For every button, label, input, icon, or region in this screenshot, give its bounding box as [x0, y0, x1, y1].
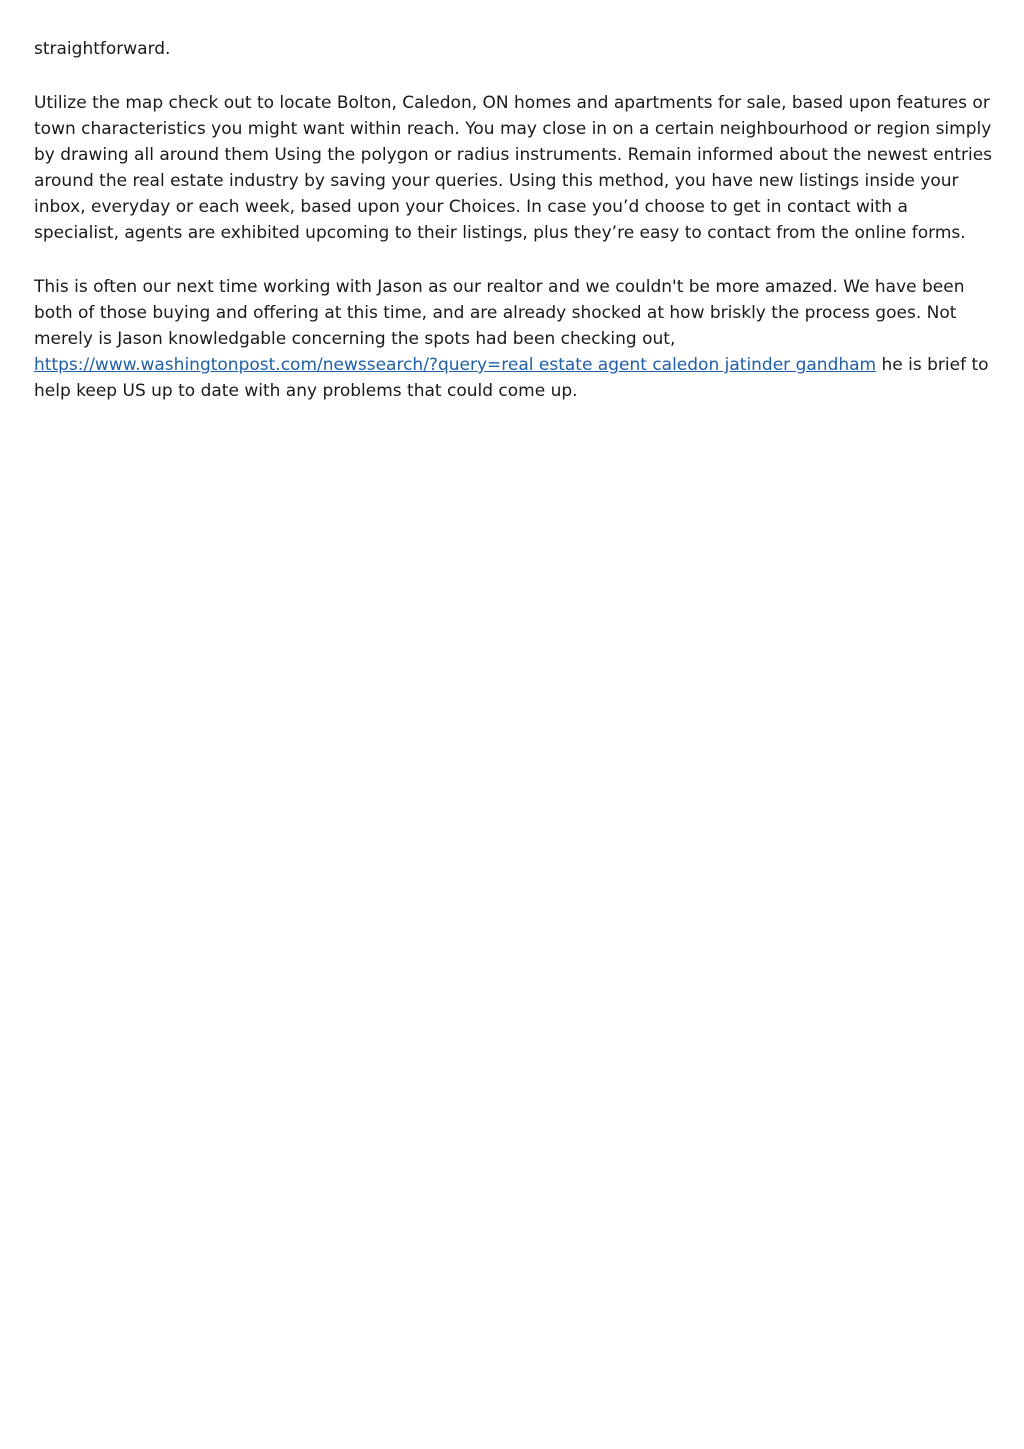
testimonial-text: This is often our next time working with Jason as our realtor and we couldn't be more amazed. We have been both of those buying and offering at this time, and are already shocked at how briskly the process goes. Not merely is Jason knowledgable concerning the spots had been checking out,: [34, 277, 965, 349]
paragraph-testimonial: [34, 274, 994, 404]
paragraph-map-search: Utilize the map check out to locate Bolton, Caledon, ON homes and apartments for sale, based upon features or town characteristics you might want within reach. You may close in on a certain neighbourhood or region simply by drawing all around them Using the polygon or radius instruments. Remain informed about the newest entries around the real estate industry by saving your queries. Using this method, you have new listings inside your inbox, everyday or each week, based upon your Choices. In case you’d choose to get in contact with a specialist, agents are exhibited upcoming to their listings, plus they’re easy to contact from the online forms.: [34, 93, 993, 243]
testimonial-text-end: he is brief to help keep US up to date with any problems that could come up.: [34, 355, 989, 401]
paragraph-intro-fragment: straightforward.: [34, 39, 171, 59]
washingtonpost-search-link[interactable]: https://www.washingtonpost.com/newssearch/?query=real estate agent caledon jatinder gandham: [34, 355, 877, 375]
document-page: [34, 36, 994, 432]
